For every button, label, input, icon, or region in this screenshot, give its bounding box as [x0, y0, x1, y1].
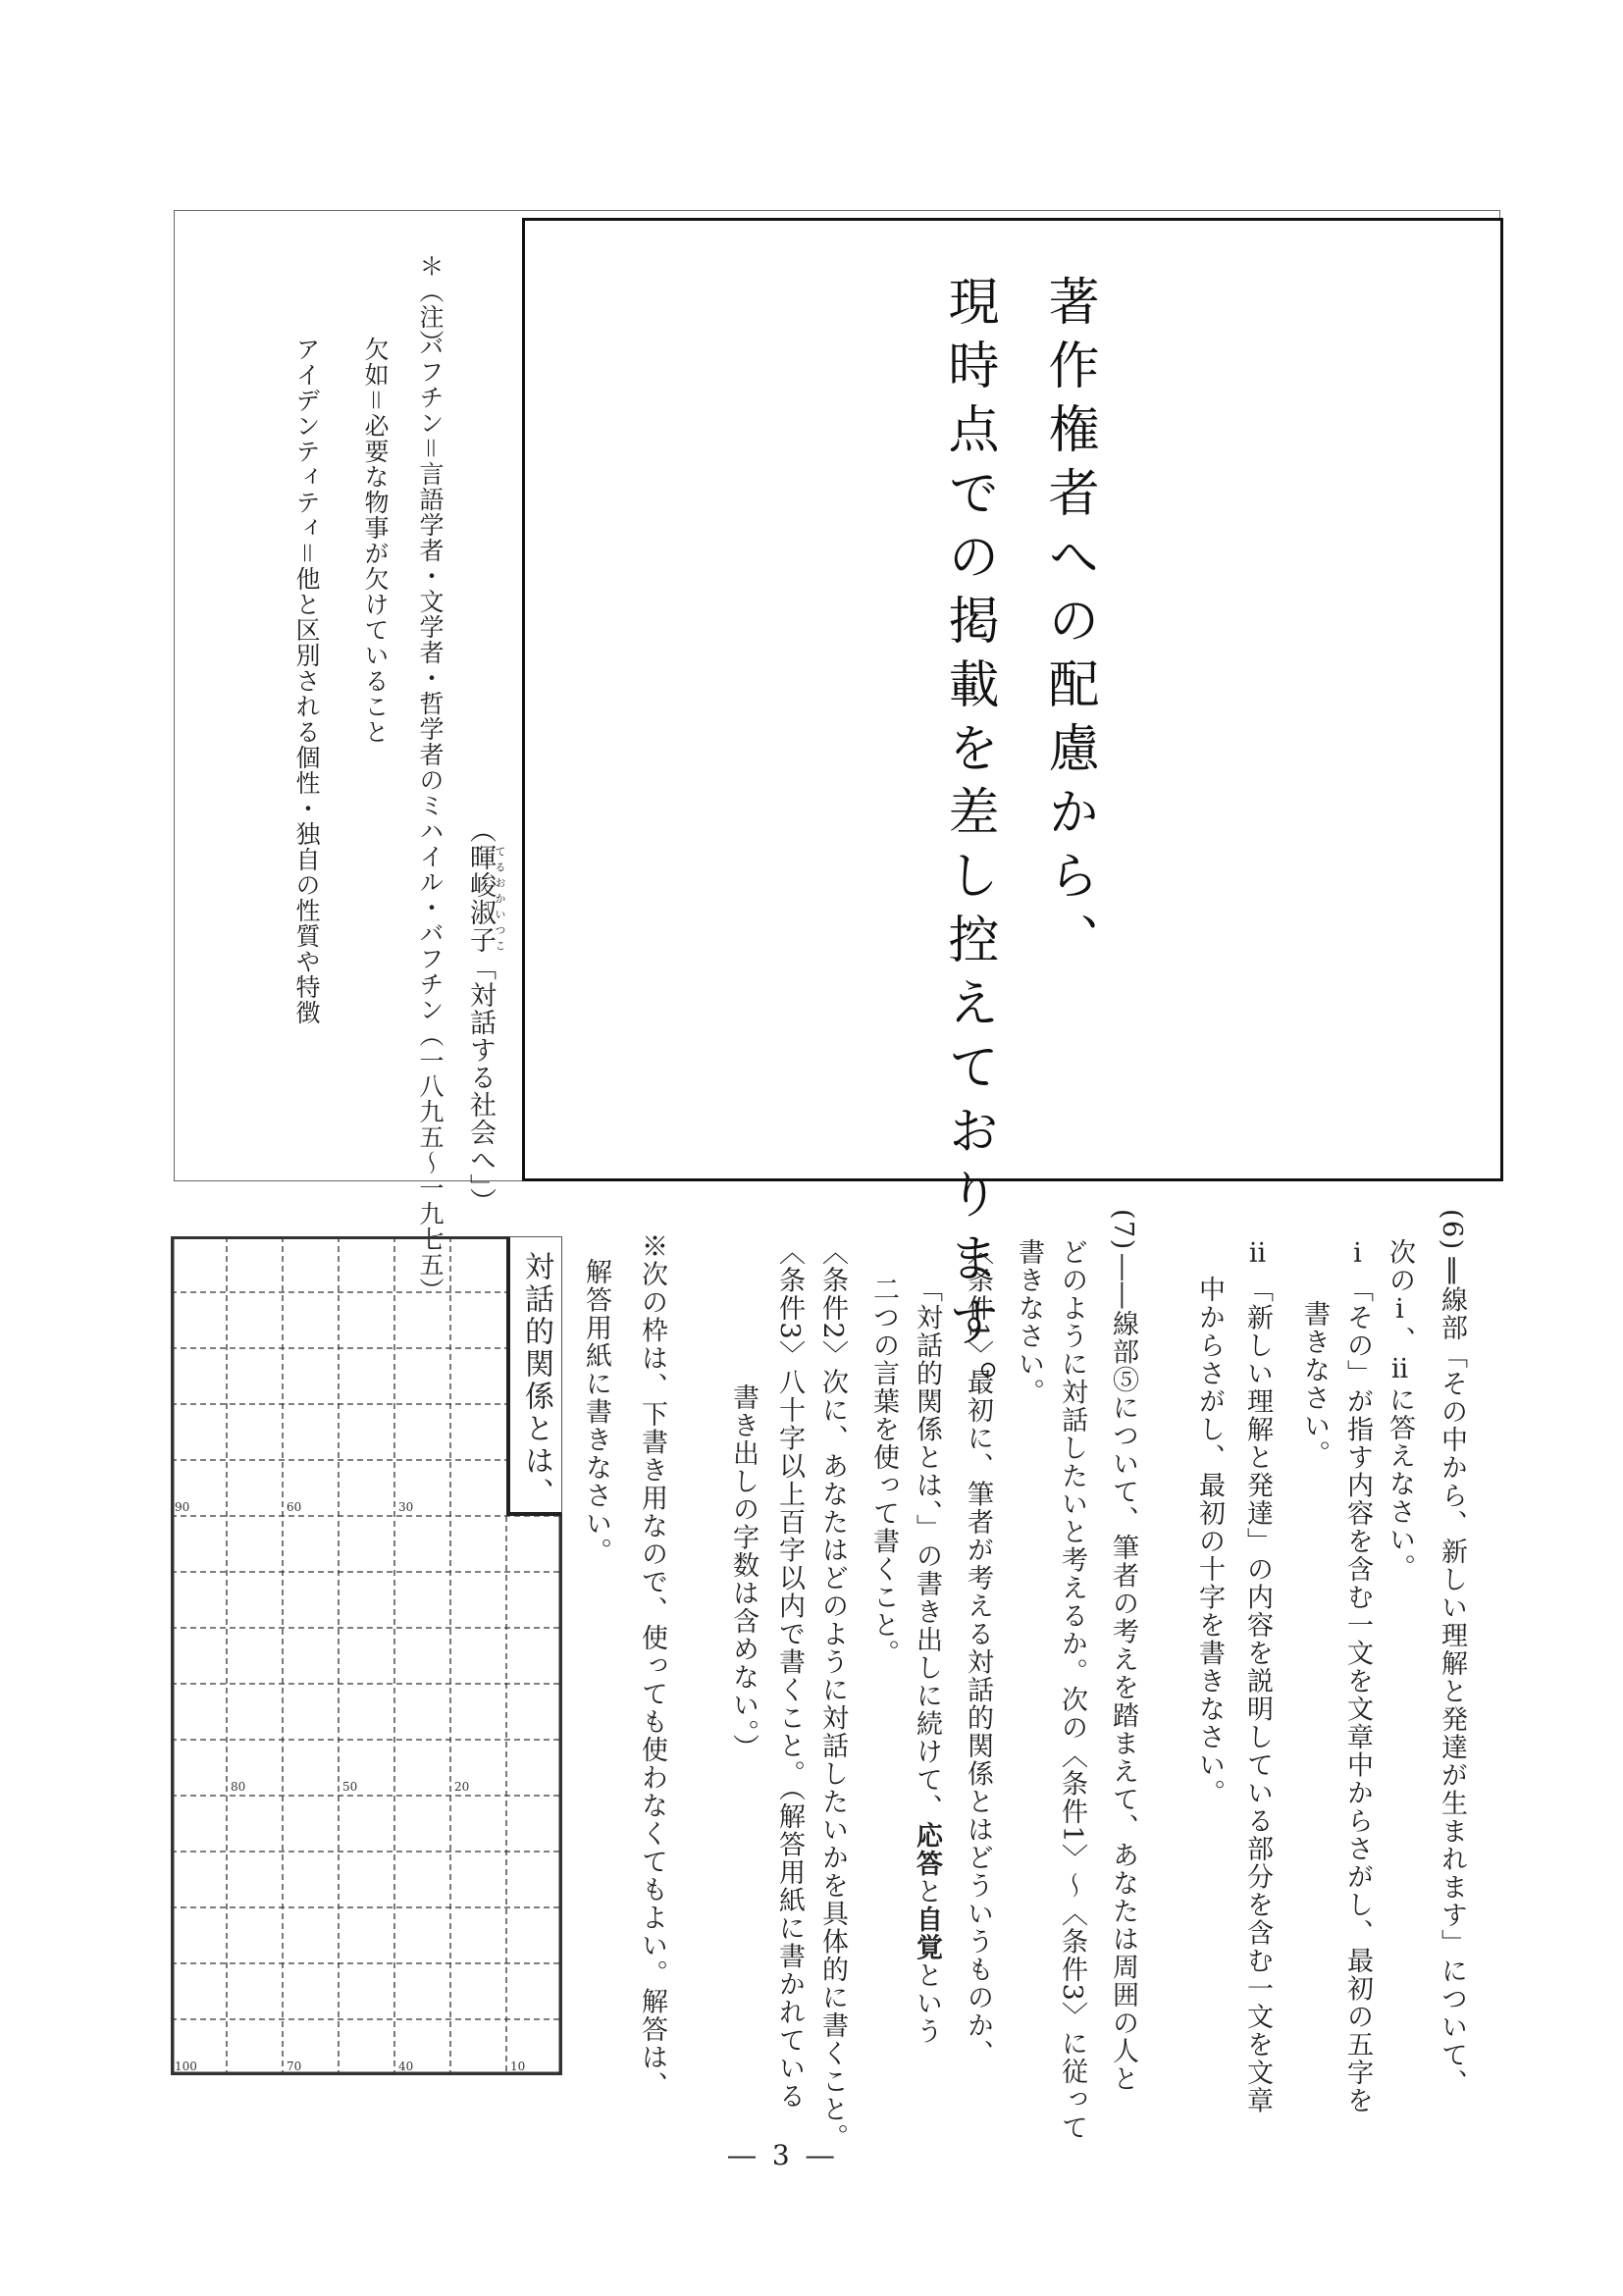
condition-1: 〈条件1〉最初に、筆者が考える対話的関係とはどういうものか、	[963, 1238, 993, 2068]
draft-note: 解答用紙に書きなさい。	[581, 1258, 611, 1566]
keyword-response: 応答	[912, 1821, 942, 1878]
question-6-number: (6)	[1437, 1209, 1467, 1251]
question-6-sub-ii: 「新しい理解と発達」の内容を説明している部分を含む一文を文章	[1242, 1276, 1273, 2114]
note-identity: アイデンティティ＝他と区別される個性・独自の性質や特徴	[292, 337, 321, 1026]
notes-mark: ＊（注）	[416, 253, 445, 355]
note-bakhtin: バフチン＝言語学者・文学者・哲学者のミハイル・バフチン（一八九五〜一九七五）	[416, 334, 445, 1304]
grid-counter-label: 30	[398, 1500, 414, 1514]
keyword-awareness: 自覚	[912, 1905, 942, 1961]
question-7-line: 書きなさい。	[1014, 1238, 1044, 1406]
grid-lines	[171, 1236, 562, 2075]
draft-answer-grid[interactable]	[171, 1236, 562, 2075]
grid-counter-label: 20	[454, 1780, 470, 1794]
citation-open: （	[465, 816, 496, 844]
copyright-notice-line-2: 現時点での掲載を差し控えております。	[939, 275, 998, 1423]
question-6-sub-i-label: ⅰ	[1342, 1238, 1373, 1271]
question-6-line: 次のⅰ、ⅱに答えなさい。	[1385, 1238, 1415, 1582]
source-citation	[461, 816, 506, 1216]
question-6-line: ‖線部「その中から、新しい理解と発達が生まれます」について、	[1437, 1254, 1467, 2097]
question-6-sub-ii: 中からさがし、最初の十字を書きなさい。	[1194, 1276, 1225, 1807]
grid-counter-label: 100	[175, 2060, 197, 2073]
condition-1-text: という	[912, 1961, 942, 2046]
grid-counter-label: 70	[287, 2060, 302, 2073]
page-number: ― 3 ―	[728, 2139, 838, 2171]
grid-counter-label: 80	[231, 1780, 246, 1794]
question-6-sub-i: 書きなさい。	[1299, 1300, 1330, 1468]
question-7-number: (7)	[1108, 1209, 1138, 1251]
draft-note: ※次の枠は、下書き用なので、使っても使わなくてもよい。解答は、	[637, 1232, 667, 2100]
grid-counter-label: 60	[287, 1500, 302, 1514]
condition-1-cont	[914, 1276, 940, 2046]
grid-counter-label: 10	[510, 2060, 526, 2073]
grid-counter-label: 40	[398, 2060, 414, 2073]
citation-author-ruby: てるおかいつこ	[494, 844, 506, 954]
grid-header-cell: 対話的関係とは、	[506, 1236, 562, 1516]
citation-author	[465, 844, 506, 954]
grid-counter-label: 90	[175, 1500, 190, 1514]
note-lack: 欠如＝必要な物事が欠けていること	[361, 337, 390, 746]
condition-3-cont: 書き出しの字数は含めない。）	[728, 1383, 759, 1762]
citation-title: 「対話する社会へ」）	[465, 954, 496, 1216]
copyright-notice-line-1: 著作権者への配慮から、	[1039, 275, 1098, 976]
condition-2: 〈条件2〉次に、あなたはどのように対話したいかを具体的に書くこと。	[817, 1238, 848, 2152]
condition-3: 〈条件3〉八十字以上百字以内で書くこと。（解答用紙に書かれている	[774, 1238, 805, 2111]
condition-1-cont: 二つの言葉を使って書くこと。	[868, 1276, 899, 1667]
question-7-line: どのように対話したいと考えるか。次の〈条件1〉〜〈条件3〉に従って	[1057, 1238, 1087, 2142]
copyright-notice-box	[522, 218, 1503, 1181]
citation-author-name: 暉峻淑子	[465, 844, 496, 954]
question-7-line: ――線部⑤について、筆者の考えを踏まえて、あなたは周囲の人と	[1108, 1254, 1138, 2093]
question-6-sub-i: 「その」が指す内容を含む一文を文章中からさがし、最初の五字を	[1342, 1276, 1373, 2114]
question-6-sub-ii-label: ⅱ	[1242, 1238, 1273, 1271]
condition-1-text: と	[912, 1877, 942, 1905]
grid-counter-label: 50	[342, 1780, 358, 1794]
condition-1-text: 「対話的関係とは、」の書き出しに続けて、	[912, 1276, 942, 1822]
